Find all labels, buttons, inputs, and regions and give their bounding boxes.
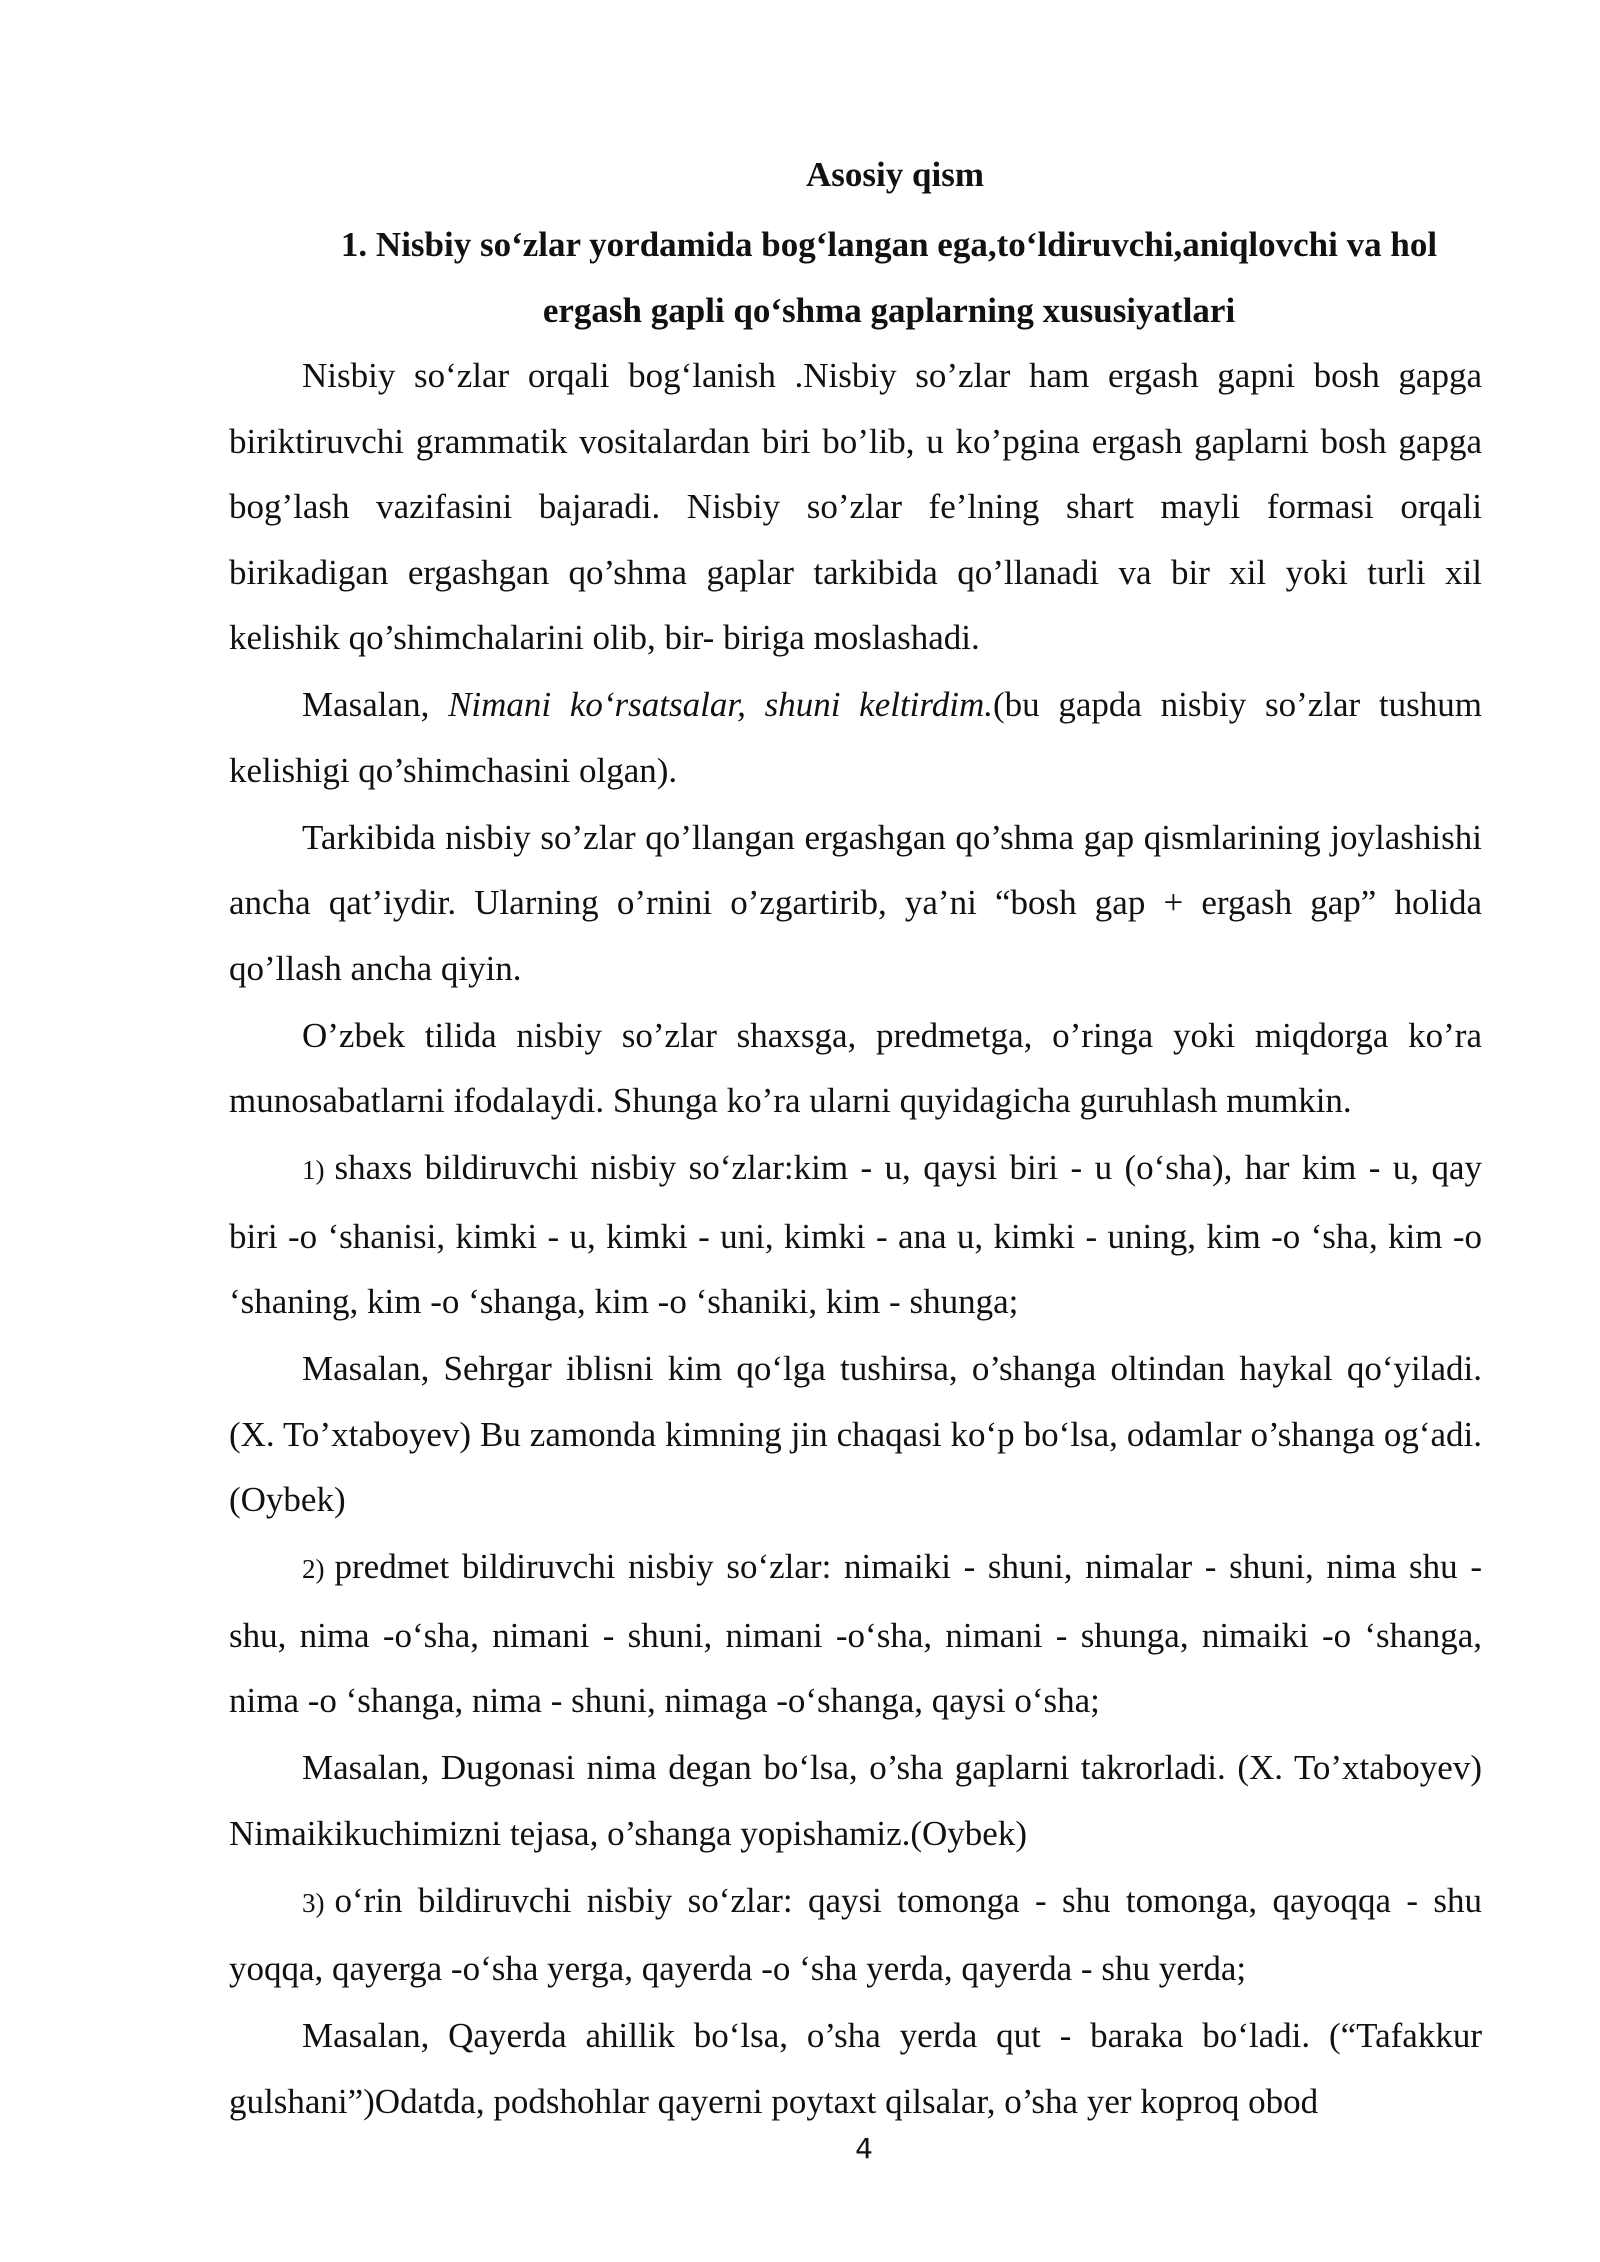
paragraph: Masalan, Sehrgar iblisni kim qo‘lga tushirsa, o’shanga oltindan haykal qo‘yiladi. (X. To’xtaboyev) Bu zamonda kimning jin chaqasi ko‘p bo‘lsa, odamlar o’shanga og‘adi. (Oybek) [229,1349,1482,1519]
page-number: 4 [855,2132,873,2165]
paragraph: Nisbiy so‘zlar orqali bog‘lanish .Nisbiy so’zlar ham ergash gapni bosh gapga biriktiruvchi grammatik vositalardan biri bo’lib, u ko’pgina ergash gaplarni bosh gapga bog’lash vazifasini bajaradi. Nisbiy so’zlar fe’lning shart mayli formasi orqali birikadigan ergashgan qo’shma gaplar tarkibida qo’llanadi va bir xil yoki turli xil kelishik qo’shimchalarini olib, bir- biriga moslashadi. [229,356,1482,657]
section-title: Asosiy qism [806,155,984,194]
list-item [229,1868,1482,2002]
paragraph: O’zbek tilida nisbiy so’zlar shaxsga, predmetga, o’ringa yoki miqdorga ko’ra munosabatlarni ifodalaydi. Shunga ko’ra ularni quyidagicha guruhlash mumkin. [229,1015,1482,1120]
list-item-text: shaxs bildiruvchi nisbiy so‘zlar:kim - u, qaysi biri - u (o‘sha), har kim - u, qay biri -o ‘shanisi, kimki - u, kimki - uni, kimki - ana u, kimki - uning, kim -o ‘sha, kim -o ‘shaning, kim -o ‘shanga, kim -o ‘shaniki, kim - shunga; [229,1148,1482,1321]
example-intro: Masalan, [302,685,430,724]
list-item [229,1534,1482,1734]
paragraph [229,672,1482,803]
paragraph: Masalan, Qayerda ahillik bo‘lsa, o’sha yerda qut - baraka bo‘ladi. (“Tafakkur gulshani”)Odatda, podshohlar qayerni poytaxt qilsalar, o’sha yer koproq obod [229,2016,1482,2121]
list-item-text: predmet bildiruvchi nisbiy so‘zlar: nimaiki - shuni, nimalar - shuni, nima shu - shu, nima -o‘sha, nimani - shuni, nimani -o‘sha, nimani - shunga, nimaiki -o ‘shanga, nima -o ‘shanga, nima - shuni, nimaga -o‘shanga, qaysi o‘sha; [229,1547,1482,1720]
paragraph: Tarkibida nisbiy so’zlar qo’llangan ergashgan qo’shma gap qismlarining joylashishi ancha qat’iydir. Ularning o’rnini o’zgartirib, ya’ni “bosh gap + ergash gap” holida qo’llash ancha qiyin. [229,817,1482,988]
body-text [229,343,1482,2136]
example-note: (bu gapda nisbiy so’zlar tushum kelishigi qo’shimchasini olgan). [229,685,1483,790]
chapter-title: 1. Nisbiy so‘zlar yordamida bog‘langan ega,to‘ldiruvchi,aniqlovchi va hol ergash gapli qo‘shma gaplarning xususiyatlari [340,225,1438,330]
paragraph: Masalan, Dugonasi nima degan bo‘lsa, o’sha gaplarni takrorladi. (X. To’xtaboyev) Nimaikikuchimizni tejasa, o’shanga yopishamiz.(Oybek) [229,1748,1482,1853]
example-sentence: Nimani ko‘rsatsalar, shuni keltirdim. [448,685,993,724]
list-item-number: 2) [302,1554,325,1584]
list-item-text: o‘rin bildiruvchi nisbiy so‘zlar: qaysi tomonga - shu tomonga, qayoqqa - shu yoqqa, qayerga -o‘sha yerga, qayerda -o ‘sha yerda, qayerda - shu yerda; [229,1880,1482,1988]
list-item-number: 1) [302,1155,325,1185]
list-item-number: 3) [302,1887,325,1918]
list-item [229,1135,1482,1335]
